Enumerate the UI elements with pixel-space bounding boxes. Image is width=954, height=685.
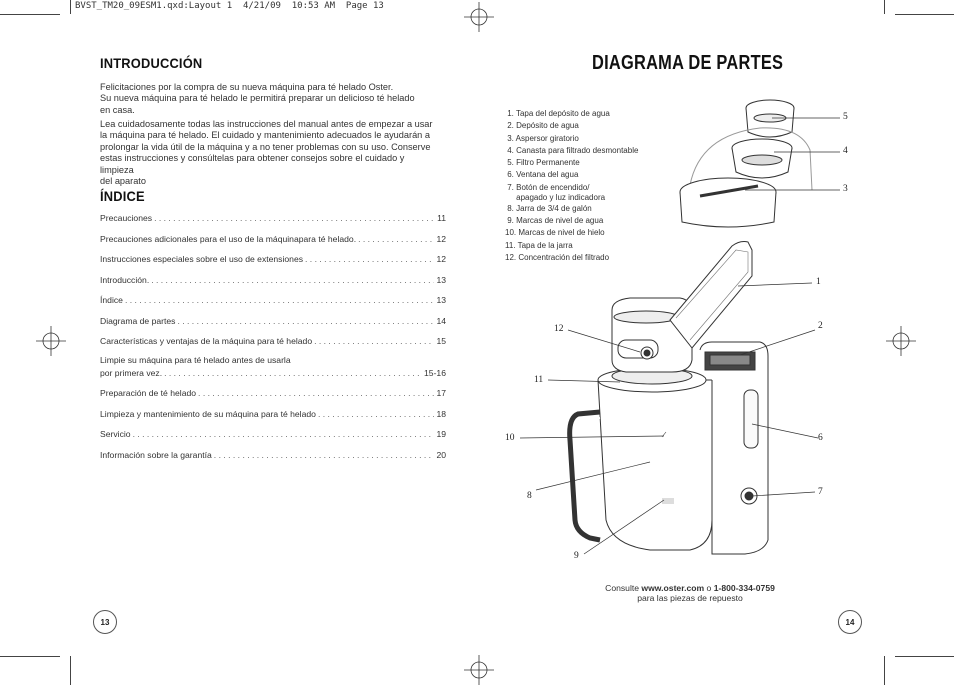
text-line: en casa. xyxy=(100,104,135,115)
callout-label: 8 xyxy=(527,491,532,501)
toc-entry: Diagrama de partes . . . 14 xyxy=(100,314,446,326)
crop-mark xyxy=(70,656,71,685)
page-number-badge: 13 xyxy=(93,610,117,634)
toc-entry: Instrucciones especiales sobre el uso de extensiones . . . 12 xyxy=(100,252,446,264)
crop-mark xyxy=(884,0,885,14)
toc-entry: Precauciones adicionales para el uso de la máquinapara té helado. . . . 12 xyxy=(100,232,446,244)
crop-mark xyxy=(884,656,885,685)
list-item: 6. Ventana del agua xyxy=(505,170,579,180)
registration-mark-icon xyxy=(886,326,916,356)
list-item: 11. Tapa de la jarra xyxy=(505,240,573,250)
list-item: 4. Canasta para filtrado desmontable xyxy=(505,145,639,155)
crop-mark xyxy=(895,14,954,15)
callout-label: 9 xyxy=(574,551,579,561)
toc-entry: Índice . . . 13 xyxy=(100,293,446,305)
list-item: 2. Depósito de agua xyxy=(505,121,579,131)
toc-entry: por primera vez. . . . 15-16 xyxy=(100,366,446,378)
list-item: 9. Marcas de nivel de agua xyxy=(505,216,604,226)
text-line: Lea cuidadosamente todas las instrucciones del manual antes de empezar a usar xyxy=(100,119,433,129)
callout-label: 10 xyxy=(505,433,515,443)
text-line: Su nueva máquina para té helado le permitirá preparar un delicioso té helado xyxy=(100,93,415,104)
callout-label: 4 xyxy=(843,146,848,156)
list-item: 7. Botón de encendido/ xyxy=(505,182,590,192)
text-line: la máquina para té helado. El cuidado y mantenimiento adecuados le ayudarán a xyxy=(100,130,430,141)
callout-label: 1 xyxy=(816,277,821,287)
crop-mark xyxy=(0,14,60,15)
text-line: prolongar la vida útil de la máquina y a no tener problemas con su uso. Conserve xyxy=(100,141,431,152)
registration-mark-icon xyxy=(36,326,66,356)
toc-entry-first-line: Limpie su máquina para té helado antes de usarla xyxy=(100,355,291,365)
toc-entry: Preparación de té helado . . . 17 xyxy=(100,386,446,398)
index-heading: ÍNDICE xyxy=(100,188,145,204)
intro-paragraph-2 xyxy=(100,119,440,187)
toc-entry: Información sobre la garantía . . . 20 xyxy=(100,448,446,460)
list-item: 5. Filtro Permanente xyxy=(505,158,580,168)
text-line: Felicitaciones por la compra de su nueva máquina para té helado Oster. xyxy=(100,82,394,92)
callout-label: 5 xyxy=(843,112,848,122)
footer-prefix: Consulte xyxy=(605,583,642,593)
intro-paragraph-1 xyxy=(100,82,440,116)
text-line: del aparato xyxy=(100,176,146,187)
page-number-badge: 14 xyxy=(838,610,862,634)
crop-mark xyxy=(895,656,954,657)
list-item: apagado y luz indicadora xyxy=(505,192,606,202)
list-item: 10. Marcas de nivel de hielo xyxy=(505,228,605,238)
crop-mark xyxy=(70,0,71,14)
footer-line-2: para las piezas de repuesto xyxy=(637,593,743,603)
list-item: 3. Aspersor giratorio xyxy=(505,133,579,143)
intro-heading: INTRODUCCIÓN xyxy=(100,55,203,71)
page-title: DIAGRAMA DE PARTES xyxy=(592,52,784,74)
toc-entry: Precauciones . . . 11 xyxy=(100,211,446,223)
toc-entry: Servicio . . . 19 xyxy=(100,427,446,439)
toc-entry: Introducción. . . . 13 xyxy=(100,273,446,285)
file-slug: BVST_TM20_09ESM1.qxd:Layout 1 4/21/09 10:53 AM Page 13 xyxy=(75,1,384,11)
list-item: 8. Jarra de 3/4 de galón xyxy=(505,203,592,213)
list-item: 1. Tapa del depósito de agua xyxy=(505,109,610,118)
crop-mark xyxy=(0,656,60,657)
callout-label: 11 xyxy=(534,375,544,385)
footer-url-link[interactable]: www.oster.com xyxy=(641,583,705,593)
registration-mark-icon xyxy=(464,655,494,685)
footer-phone: 1-800-334-0759 xyxy=(713,583,775,593)
footer-line-1 xyxy=(560,583,820,593)
callout-label: 7 xyxy=(818,487,823,497)
footer-note xyxy=(560,583,820,603)
callout-label: 2 xyxy=(818,321,823,331)
callout-label: 6 xyxy=(818,433,823,443)
text-line: estas instrucciones y consúltelas para obtener consejos sobre el cuidado y limpieza xyxy=(100,153,405,175)
callout-label: 3 xyxy=(843,184,848,194)
callout-label: 12 xyxy=(554,324,564,334)
toc-entry: Limpieza y mantenimiento de su máquina para té helado . . . 18 xyxy=(100,407,446,419)
list-item: 12. Concentración del filtrado xyxy=(505,252,610,262)
toc-entry: Características y ventajas de la máquina para té helado . . . 15 xyxy=(100,334,446,346)
registration-mark-icon xyxy=(464,2,494,32)
iced-tea-maker-illustration xyxy=(490,95,840,565)
footer-mid: o xyxy=(704,583,714,593)
